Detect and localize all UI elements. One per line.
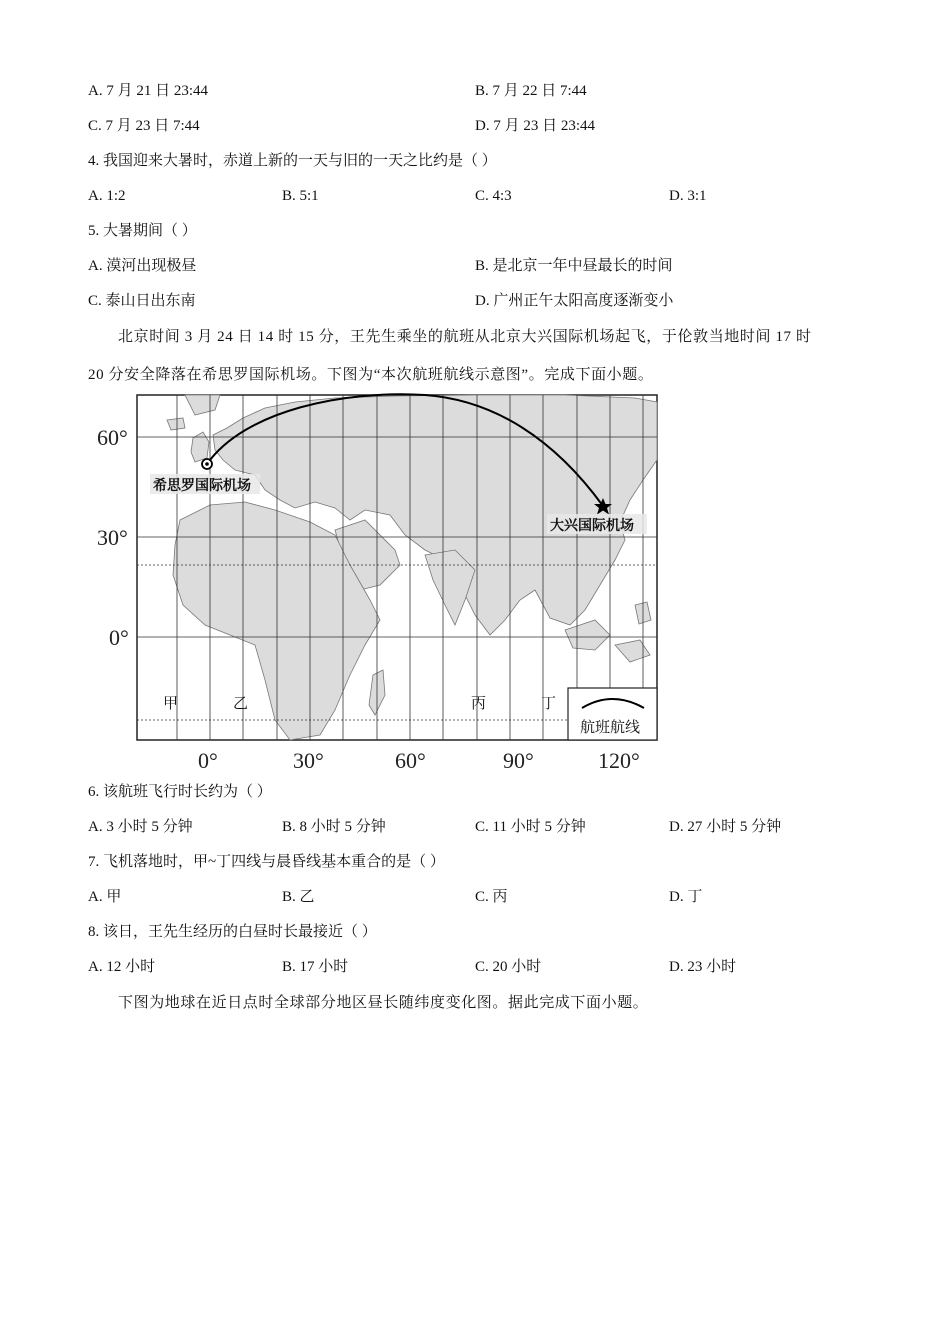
q4-option-b[interactable]: B. 5:1 — [282, 188, 319, 204]
lat-label-0: 0° — [109, 625, 129, 650]
q5-option-b[interactable]: B. 是北京一年中昼最长的时间 — [475, 258, 673, 274]
q4-stem: 4. 我国迎来大暑时，赤道上新的一天与旧的一天之比约是（ ） — [88, 153, 497, 169]
q3-option-d[interactable]: D. 7 月 23 日 23:44 — [475, 118, 596, 134]
lon-label-60: 60° — [395, 748, 426, 773]
lat-label-30: 30° — [97, 525, 128, 550]
q7-option-d[interactable]: D. 丁 — [669, 889, 703, 905]
lon-label-0: 0° — [198, 748, 218, 773]
line-label-jia: 甲 — [163, 694, 179, 712]
q4-option-c[interactable]: C. 4:3 — [475, 188, 512, 204]
q3-option-a[interactable]: A. 7 月 21 日 23:44 — [88, 83, 209, 99]
daxing-label: 大兴国际机场 — [550, 518, 634, 534]
q3-option-c[interactable]: C. 7 月 23 日 7:44 — [88, 118, 200, 134]
passage1-line1: 北京时间 3 月 24 日 14 时 15 分，王先生乘坐的航班从北京大兴国际机场起飞，于伦敦当地时间 17 时 — [118, 329, 812, 345]
q8-stem: 8. 该日，王先生经历的白昼时长最接近（ ） — [88, 924, 377, 940]
q4-option-a[interactable]: A. 1:2 — [88, 188, 126, 204]
q6-option-d[interactable]: D. 27 小时 5 分钟 — [669, 819, 782, 835]
line-label-yi: 乙 — [233, 694, 249, 712]
passage2-line1: 下图为地球在近日点时全球部分地区昼长随纬度变化图。据此完成下面小题。 — [118, 995, 649, 1011]
q6-option-b[interactable]: B. 8 小时 5 分钟 — [282, 819, 386, 835]
line-label-bing: 丙 — [471, 694, 487, 712]
q7-option-a[interactable]: A. 甲 — [88, 889, 122, 905]
q6-option-c[interactable]: C. 11 小时 5 分钟 — [475, 819, 586, 835]
lat-label-60: 60° — [97, 425, 128, 450]
q3-option-b[interactable]: B. 7 月 22 日 7:44 — [475, 83, 587, 99]
q7-option-c[interactable]: C. 丙 — [475, 889, 508, 905]
q8-option-d[interactable]: D. 23 小时 — [669, 959, 737, 975]
q5-option-d[interactable]: D. 广州正午太阳高度逐渐变小 — [475, 293, 674, 309]
line-label-ding: 丁 — [541, 694, 557, 712]
q7-stem: 7. 飞机落地时，甲~丁四线与晨昏线基本重合的是（ ） — [88, 854, 445, 870]
q6-stem: 6. 该航班飞行时长约为（ ） — [88, 784, 272, 800]
lon-label-120: 120° — [598, 748, 640, 773]
map-legend — [568, 688, 657, 740]
q8-option-b[interactable]: B. 17 小时 — [282, 959, 349, 975]
q5-option-c[interactable]: C. 泰山日出东南 — [88, 293, 196, 309]
q8-option-c[interactable]: C. 20 小时 — [475, 959, 542, 975]
passage1-line2: 20 分安全降落在希思罗国际机场。下图为“本次航班航线示意图”。完成下面小题。 — [88, 367, 654, 383]
q5-option-a[interactable]: A. 漠河出现极昼 — [88, 258, 197, 274]
q7-option-b[interactable]: B. 乙 — [282, 889, 315, 905]
q4-option-d[interactable]: D. 3:1 — [669, 188, 707, 204]
lon-label-90: 90° — [503, 748, 534, 773]
flight-route-map — [95, 390, 670, 775]
lon-label-30: 30° — [293, 748, 324, 773]
q6-option-a[interactable]: A. 3 小时 5 分钟 — [88, 819, 193, 835]
q8-option-a[interactable]: A. 12 小时 — [88, 959, 156, 975]
heathrow-label: 希思罗国际机场 — [153, 478, 251, 494]
legend-label: 航班航线 — [580, 718, 641, 736]
q5-stem: 5. 大暑期间（ ） — [88, 223, 197, 239]
